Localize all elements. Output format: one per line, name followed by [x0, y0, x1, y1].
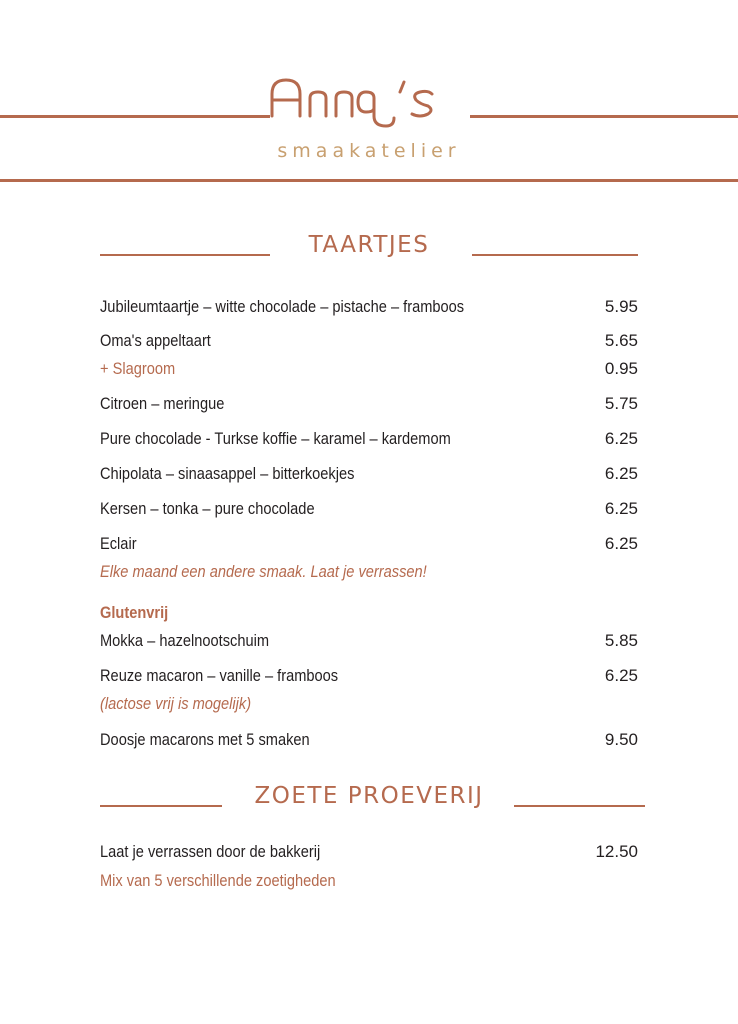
menu-item-note-text: Mix van 5 verschillende zoetigheden — [100, 871, 336, 890]
menu-item-price: 6.25 — [604, 464, 638, 483]
menu-item-name: Mokka – hazelnootschuim — [100, 631, 270, 650]
menu-item-note-text: Elke maand een andere smaak. Laat je verrassen! — [100, 562, 427, 581]
menu-item-price: 5.85 — [604, 631, 638, 650]
section-title-zoete-proeverij: ZOETE PROEVERIJ — [254, 783, 484, 809]
menu-item-price: 0.95 — [604, 359, 638, 378]
subsection-glutenvrij: Glutenvrij — [100, 603, 169, 622]
menu-item-name: Pure chocolade - Turkse koffie – karamel – kardemom — [100, 429, 451, 448]
brand-tagline: smaakatelier — [277, 140, 461, 162]
menu-item-name: Oma's appeltaart — [100, 331, 211, 350]
header-rule-bottom — [0, 179, 738, 182]
menu-item-price: 5.95 — [604, 297, 638, 316]
menu-item-name: Doosje macarons met 5 smaken — [100, 730, 310, 749]
menu-item-price: 5.65 — [604, 331, 638, 350]
menu-item-price: 6.25 — [604, 666, 638, 685]
menu-item-name: Kersen – tonka – pure chocolade — [100, 499, 315, 518]
menu-item-price: 6.25 — [604, 534, 638, 553]
menu-item-name: + Slagroom — [100, 359, 176, 378]
menu-item-price: 5.75 — [604, 394, 638, 413]
menu-item-price: 6.25 — [604, 429, 638, 448]
menu-item-name: Jubileumtaartje – witte chocolade – pistache – framboos — [100, 297, 465, 316]
menu-item-note-text: (lactose vrij is mogelijk) — [100, 694, 252, 713]
menu-item-name: Eclair — [100, 534, 137, 553]
section-title-taartjes: TAARTJES — [308, 232, 430, 258]
menu-item-price: 6.25 — [604, 499, 638, 518]
menu-item-price: 9.50 — [604, 730, 638, 749]
menu-item-name: Citroen – meringue — [100, 394, 225, 413]
menu-item-name: Chipolata – sinaasappel – bitterkoekjes — [100, 464, 355, 483]
logo-script — [264, 66, 474, 136]
menu-item-name: Laat je verrassen door de bakkerij — [100, 842, 321, 861]
menu-item-price: 12.50 — [595, 842, 638, 861]
brand-logo — [0, 66, 738, 136]
menu-item-name: Reuze macaron – vanille – framboos — [100, 666, 339, 685]
